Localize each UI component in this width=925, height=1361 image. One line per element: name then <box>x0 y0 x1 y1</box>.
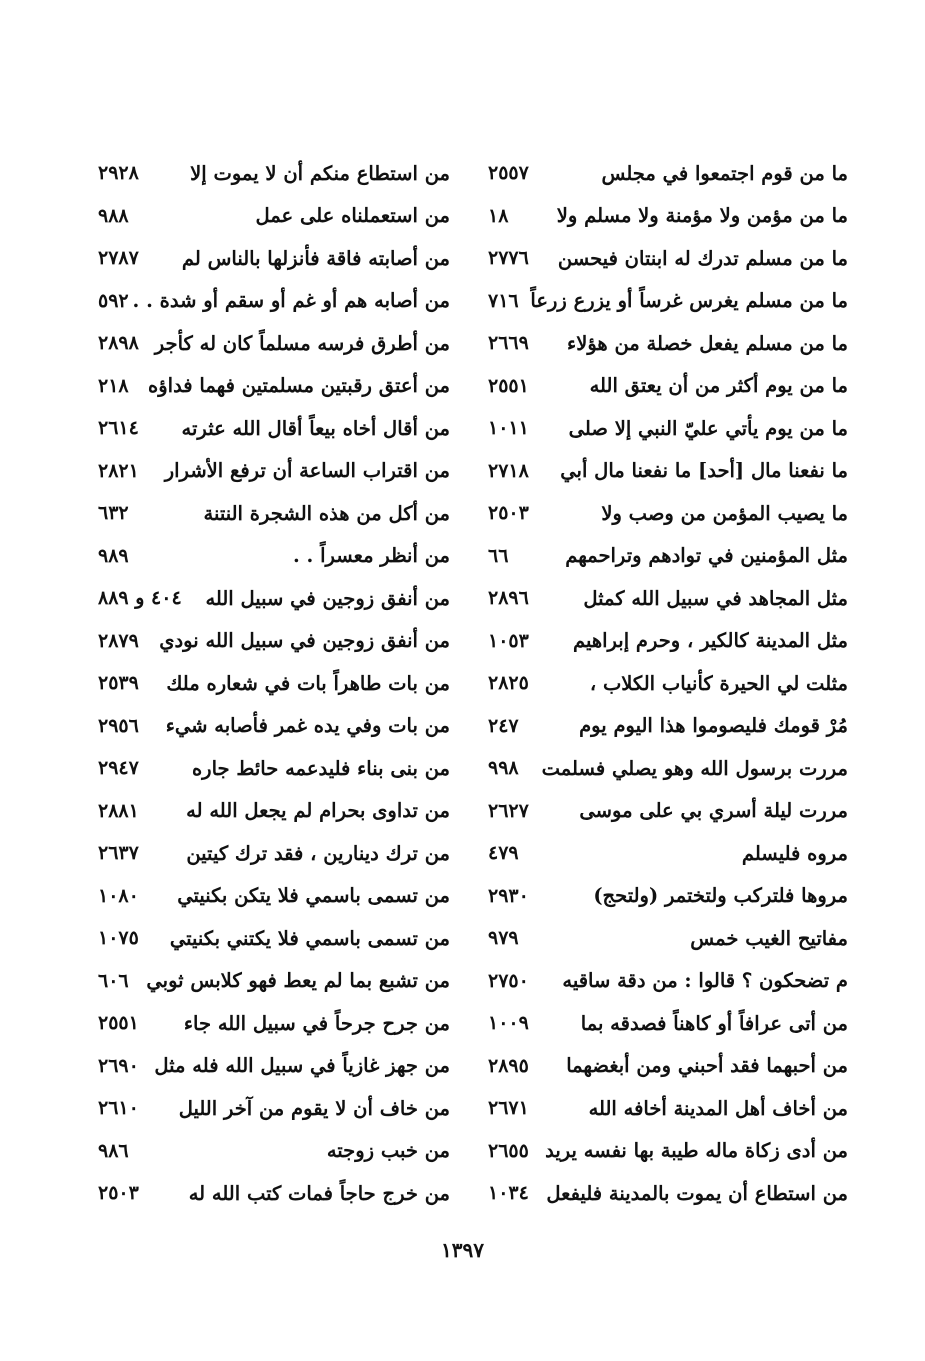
entry-text: مروه فليسلم <box>741 841 848 865</box>
entry-number: ٢٧٧٦ <box>488 247 529 270</box>
index-entry <box>98 960 450 1003</box>
entry-text: من تسمى باسمي فلا يتكن بكنيتي <box>177 884 450 908</box>
index-entry <box>98 535 450 578</box>
entry-number: ٢٨٩٥ <box>488 1054 529 1077</box>
index-entry <box>98 322 450 365</box>
index-entry <box>98 875 450 918</box>
entry-text: من تشبع بما لم يعط فهو كلابس ثوبي <box>146 969 450 993</box>
index-entry <box>98 662 450 705</box>
index-entry <box>488 280 848 323</box>
entry-number: ١٨ <box>488 204 509 227</box>
entry-number: ٢٦٩٠ <box>98 1054 139 1077</box>
entry-text: من بات طاهراً بات في شعاره ملك <box>166 671 450 695</box>
entry-text: من جرح جرحاً في سبيل الله جاء <box>183 1011 450 1035</box>
page-number: ١٣٩٧ <box>441 1238 484 1262</box>
entry-text: من أنفق زوجين في سبيل الله نودي <box>159 629 450 653</box>
entry-number: ٢٨٨١ <box>98 799 139 822</box>
entry-text: من أصابته فاقة فأنزلها بالناس لم <box>181 246 450 270</box>
index-entry <box>98 747 450 790</box>
entry-text: من خبب زوجته <box>326 1139 450 1163</box>
index-entry <box>488 960 848 1003</box>
entry-number: ٢٧٨٧ <box>98 247 139 270</box>
index-entry <box>488 237 848 280</box>
entry-number: ١٠٨٠ <box>98 884 139 907</box>
entry-number: ٢٦٧١ <box>488 1097 529 1120</box>
entry-text: من أحبهما فقد أحبني ومن أبغضهما <box>566 1054 848 1078</box>
index-entry <box>488 450 848 493</box>
entry-text: من استعملناه على عمل <box>255 204 450 228</box>
entry-text: مثلت لي الحيرة كأنياب الكلاب ، <box>589 671 848 695</box>
entry-number: ٢١٨ <box>98 374 129 397</box>
index-entry <box>98 1002 450 1045</box>
entry-text: مررت ليلة أسري بي على موسى <box>579 799 848 823</box>
entry-text: ما من مسلم تدرك له ابنتان فيحسن <box>557 246 848 270</box>
index-entry <box>488 662 848 705</box>
entry-number: ١٠٧٥ <box>98 927 139 950</box>
index-entry <box>488 917 848 960</box>
entry-number: ١٠٣٤ <box>488 1182 529 1205</box>
entry-number: ٩٧٩ <box>488 927 519 950</box>
index-entry <box>488 407 848 450</box>
index-entry <box>98 620 450 663</box>
index-entry <box>488 1172 848 1215</box>
entry-number: ٢٩٥٦ <box>98 714 139 737</box>
entry-text: من أكل من هذه الشجرة النتنة <box>203 501 450 525</box>
entry-text: مثل المؤمنين في توادهم وتراحمهم <box>565 544 848 568</box>
index-entry <box>98 917 450 960</box>
entry-number: ٢٦٦٩ <box>488 332 529 355</box>
index-entry <box>488 365 848 408</box>
entry-text: من ترك دينارين ، فقد ترك كيتين <box>186 841 450 865</box>
entry-number: ٢٦١٤ <box>98 417 139 440</box>
index-entry <box>488 790 848 833</box>
index-entry <box>488 535 848 578</box>
entry-text: من أعتق رقبتين مسلمتين فهما فداؤه <box>148 374 450 398</box>
entry-number: ٩٩٨ <box>488 757 519 780</box>
entry-text: من تداوى بحرام لم يجعل الله له <box>186 799 450 823</box>
entry-number: ٦٠٦ <box>98 969 129 992</box>
entry-number: ٩٨٩ <box>98 544 129 567</box>
entry-text: مفاتيح الغيب خمس <box>690 926 848 950</box>
entry-number: ٤٧٩ <box>488 842 519 865</box>
entry-number: ٢٦١٠ <box>98 1097 139 1120</box>
entry-text: من جهز غازياً في سبيل الله فله مثل <box>154 1054 450 1078</box>
index-entry <box>488 322 848 365</box>
entry-number: ٢٦٢٧ <box>488 799 529 822</box>
entry-text: ما من يوم أكثر من أن يعتق الله <box>589 374 848 398</box>
entry-number: ٢٤٧ <box>488 714 519 737</box>
entry-number: ١٠٠٩ <box>488 1012 529 1035</box>
entry-text: من أخاف أهل المدينة أخافه الله <box>588 1096 848 1120</box>
index-entry <box>98 1087 450 1130</box>
index-entry <box>488 1087 848 1130</box>
index-entry <box>488 875 848 918</box>
entry-number: ٩٨٦ <box>98 1139 129 1162</box>
entry-number: ٢٧٥٠ <box>488 969 529 992</box>
entry-number: ٢٥٥٧ <box>488 162 529 185</box>
entry-text: ما من مؤمن ولا مؤمنة ولا مسلم ولا <box>556 204 848 228</box>
entry-text: من أدى زكاة ماله طيبة بها نفسه يريد <box>545 1139 848 1163</box>
entry-number: ٢٦٣٧ <box>98 842 139 865</box>
entry-text: من أنفق زوجين في سبيل الله <box>205 586 450 610</box>
entry-text: من أتى عرافاً أو كاهناً فصدقه بما <box>580 1011 848 1035</box>
index-entry <box>98 1130 450 1173</box>
entry-number: ٤٠٤ و ٨٨٩ <box>98 587 182 610</box>
index-entry <box>488 705 848 748</box>
entry-text: من أنظر معسراً . . <box>292 544 450 568</box>
index-entry <box>488 1045 848 1088</box>
entry-number: ١٠١١ <box>488 417 529 440</box>
entry-number: ٢٥٣٩ <box>98 672 139 695</box>
entry-number: ٩٨٨ <box>98 204 129 227</box>
entry-number: ٦٣٢ <box>98 502 129 525</box>
index-entry <box>488 577 848 620</box>
entry-number: ٢٧١٨ <box>488 459 529 482</box>
entry-number: ٢٨٩٦ <box>488 587 529 610</box>
entry-text: من خرج حاجاً فمات كتب الله له <box>188 1181 450 1205</box>
left-column <box>98 152 450 1215</box>
entry-number: ٢٥٥١ <box>98 1012 139 1035</box>
entry-text: مروها فلتركب ولتختمر (ولتحج) <box>593 884 848 908</box>
entry-text: من أطرق فرسه مسلماً كان له كأجر <box>154 331 450 355</box>
index-entry <box>488 832 848 875</box>
index-entry <box>98 1172 450 1215</box>
entry-number: ٢٥٠٣ <box>488 502 529 525</box>
entry-number: ٢٦٥٥ <box>488 1139 529 1162</box>
index-entry <box>98 450 450 493</box>
entry-text: ما من قوم اجتمعوا في مجلس <box>601 161 848 185</box>
entry-text: م تضحكون ؟ قالوا : من دقة ساقيه <box>562 969 848 993</box>
index-entry <box>98 705 450 748</box>
entry-text: مررت برسول الله وهو يصلي فسلمت <box>541 756 848 780</box>
entry-text: من أقال أخاه بيعاً أقال الله عثرته <box>181 416 450 440</box>
index-entry <box>488 152 848 195</box>
entry-number: ٢٥٥١ <box>488 374 529 397</box>
index-entry <box>488 195 848 238</box>
entry-number: ٢٨٢٥ <box>488 672 529 695</box>
entry-number: ٢٨٩٨ <box>98 332 139 355</box>
index-entry <box>98 407 450 450</box>
entry-text: من تسمى باسمي فلا يكتني بكنيتي <box>169 926 450 950</box>
index-entry <box>98 195 450 238</box>
entry-text: من استطاع أن يموت بالمدينة فليفعل <box>546 1181 848 1205</box>
index-entry <box>98 492 450 535</box>
entry-number: ٦٦ <box>488 544 509 567</box>
entry-text: مثل المدينة كالكير ، وحرم إبراهيم <box>572 629 848 653</box>
index-entry <box>488 620 848 663</box>
entry-text: من بنى بناء فليدعمه حائط جاره <box>191 756 450 780</box>
index-entry <box>98 1045 450 1088</box>
entry-text: ما نفعنا مال [أحد] ما نفعنا مال أبي <box>560 459 848 483</box>
index-entry <box>488 1130 848 1173</box>
entry-text: ما من يوم يأتي عليّ النبي إلا صلى <box>568 416 848 440</box>
index-entry <box>488 1002 848 1045</box>
entry-text: من استطاع منكم أن لا يموت إلا <box>190 161 450 185</box>
entry-number: ٢٨٧٩ <box>98 629 139 652</box>
entry-number: ٢٥٠٣ <box>98 1182 139 1205</box>
entry-text: من بات وفي يده غمر فأصابه شيء <box>165 714 450 738</box>
entry-text: ما من مسلم يفعل خصلة من هؤلاء <box>567 331 848 355</box>
entry-text: من خاف أن لا يقوم من آخر الليل <box>178 1096 450 1120</box>
index-entry <box>98 237 450 280</box>
entry-text: من أصابه هم أو غم أو سقم أو شدة . . <box>132 289 450 313</box>
right-column <box>488 152 848 1215</box>
entry-number: ٧١٦ <box>488 289 519 312</box>
index-entry <box>98 577 450 620</box>
entry-text: مُرْ قومك فليصوموا هذا اليوم يوم <box>579 714 848 738</box>
index-entry <box>98 365 450 408</box>
entry-text: من اقتراب الساعة أن ترفع الأشرار <box>164 459 450 483</box>
index-entry <box>488 492 848 535</box>
entry-number: ٢٩٢٨ <box>98 162 139 185</box>
entry-text: ما من مسلم يغرس غرساً أو يزرع زرعاً <box>530 289 848 313</box>
entry-number: ١٠٥٣ <box>488 629 529 652</box>
index-entry <box>98 280 450 323</box>
index-entry <box>98 790 450 833</box>
entry-text: مثل المجاهد في سبيل الله كمثل <box>583 586 848 610</box>
entry-number: ٢٩٤٧ <box>98 757 139 780</box>
entry-number: ٢٨٢١ <box>98 459 139 482</box>
entry-text: ما يصيب المؤمن من وصب ولا <box>601 501 848 525</box>
index-entry <box>98 152 450 195</box>
entry-number: ٥٩٢ <box>98 289 129 312</box>
index-entry <box>98 832 450 875</box>
index-entry <box>488 747 848 790</box>
entry-number: ٢٩٣٠ <box>488 884 529 907</box>
